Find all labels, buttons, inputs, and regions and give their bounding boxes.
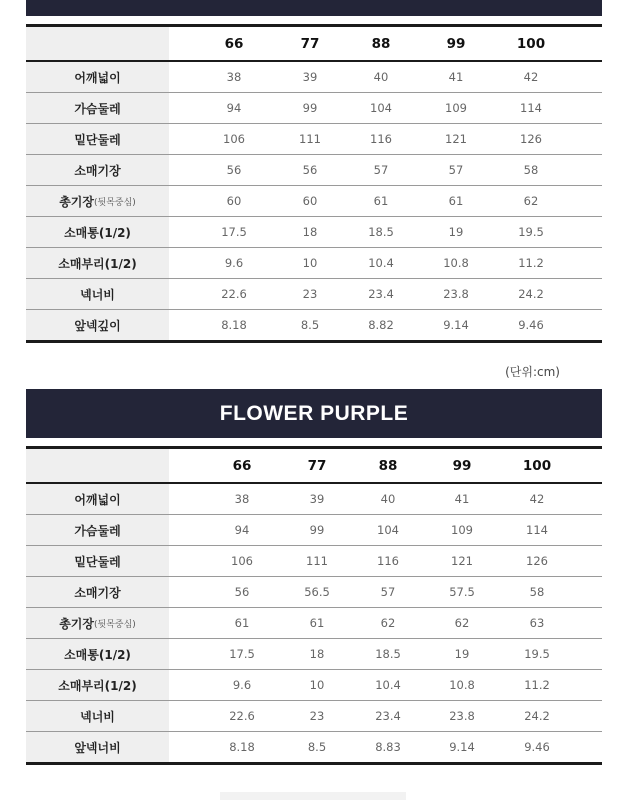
row-label	[26, 577, 169, 607]
value-cell: 17.5	[229, 647, 255, 661]
row-label-text: 소매부리(1/2)	[58, 678, 137, 693]
value-cell: 56	[226, 163, 242, 177]
size-label: 99	[446, 35, 466, 52]
size-label: 99	[452, 457, 472, 474]
value-cell: 8.18	[221, 318, 247, 332]
table-row	[26, 124, 602, 155]
row-label	[26, 279, 169, 309]
size-label: 77	[307, 457, 327, 474]
value-cell: 9.46	[524, 740, 550, 754]
value-cell: 104	[370, 101, 392, 115]
value-cell: 24.2	[518, 287, 544, 301]
value-cell: 9.6	[224, 256, 244, 270]
value-cell: 17.5	[221, 225, 247, 239]
value-cell: 10.8	[443, 256, 469, 270]
table-row	[26, 608, 602, 639]
row-label	[26, 701, 169, 731]
row-label-note: (뒷목중심)	[93, 619, 136, 630]
table-row	[26, 62, 602, 93]
value-cell: 61	[309, 616, 325, 630]
row-label	[26, 310, 169, 340]
value-cell: 58	[529, 585, 545, 599]
header-empty-cell	[26, 27, 169, 60]
table-row	[26, 732, 602, 765]
row-label-text: 가슴둘레	[74, 523, 121, 538]
value-cell: 56	[234, 585, 250, 599]
value-cell: 10.4	[375, 678, 401, 692]
value-cell: 57	[448, 163, 464, 177]
value-cell: 61	[448, 194, 464, 208]
value-cell: 10	[302, 256, 318, 270]
value-cell: 18.5	[375, 647, 401, 661]
table-row	[26, 577, 602, 608]
table-row	[26, 186, 602, 217]
row-label	[26, 186, 169, 216]
row-label-text: 소매기장	[74, 585, 121, 600]
row-label-text: 소매기장	[74, 163, 121, 178]
size-header-row	[26, 27, 602, 62]
value-cell: 24.2	[524, 709, 550, 723]
value-cell: 104	[377, 523, 399, 537]
value-cell: 61	[373, 194, 389, 208]
value-cell: 109	[445, 101, 467, 115]
row-label	[26, 670, 169, 700]
row-label-text: 밑단둘레	[74, 554, 121, 569]
value-cell: 99	[309, 523, 325, 537]
value-cell: 57	[380, 585, 396, 599]
row-label-text: 소매통(1/2)	[64, 225, 131, 240]
size-label: 66	[224, 35, 244, 52]
value-cell: 94	[226, 101, 242, 115]
value-cell: 106	[231, 554, 253, 568]
value-cell: 38	[234, 492, 250, 506]
value-cell: 8.5	[307, 740, 327, 754]
value-cell: 109	[451, 523, 473, 537]
row-label	[26, 124, 169, 154]
value-cell: 22.6	[229, 709, 255, 723]
row-label	[26, 515, 169, 545]
table-row	[26, 546, 602, 577]
value-cell: 56.5	[304, 585, 330, 599]
value-cell: 19	[448, 225, 464, 239]
value-cell: 19	[454, 647, 470, 661]
size-label: 100	[522, 457, 552, 474]
value-cell: 116	[377, 554, 399, 568]
row-label	[26, 639, 169, 669]
table-row	[26, 639, 602, 670]
value-cell: 9.14	[443, 318, 469, 332]
value-cell: 19.5	[524, 647, 550, 661]
value-cell: 22.6	[221, 287, 247, 301]
table-row	[26, 248, 602, 279]
row-label	[26, 732, 169, 762]
value-cell: 114	[526, 523, 548, 537]
size-label: 66	[232, 457, 252, 474]
value-cell: 60	[226, 194, 242, 208]
table-row	[26, 670, 602, 701]
value-cell: 114	[520, 101, 542, 115]
value-cell: 9.46	[518, 318, 544, 332]
table-title-bar	[26, 389, 602, 438]
value-cell: 41	[448, 70, 464, 84]
table-body	[26, 62, 602, 343]
size-table-1	[26, 24, 602, 343]
row-label-text: 넥너비	[80, 709, 115, 724]
row-label	[26, 484, 169, 514]
row-label	[26, 248, 169, 278]
size-label: 88	[371, 35, 391, 52]
row-label	[26, 546, 169, 576]
row-label-text: 소매통(1/2)	[64, 647, 131, 662]
value-cell: 60	[302, 194, 318, 208]
size-label: 100	[516, 35, 546, 52]
value-cell: 38	[226, 70, 242, 84]
value-cell: 8.83	[375, 740, 401, 754]
size-label: 77	[300, 35, 320, 52]
faint-footer-fragment	[220, 792, 406, 800]
value-cell: 11.2	[518, 256, 544, 270]
value-cell: 23	[302, 287, 318, 301]
value-cell: 19.5	[518, 225, 544, 239]
table-row	[26, 310, 602, 343]
value-cell: 121	[445, 132, 467, 146]
unit-note: (단위:cm)	[505, 365, 560, 379]
value-cell: 41	[454, 492, 470, 506]
value-cell: 18.5	[368, 225, 394, 239]
value-cell: 42	[523, 70, 539, 84]
value-cell: 99	[302, 101, 318, 115]
row-label	[26, 62, 169, 92]
value-cell: 9.14	[449, 740, 475, 754]
row-label-text: 소매부리(1/2)	[58, 256, 137, 271]
value-cell: 62	[454, 616, 470, 630]
value-cell: 63	[529, 616, 545, 630]
row-label-note: (뒷목중심)	[93, 197, 136, 208]
value-cell: 40	[373, 70, 389, 84]
value-cell: 39	[309, 492, 325, 506]
table-row	[26, 279, 602, 310]
value-cell: 56	[302, 163, 318, 177]
row-label	[26, 217, 169, 247]
value-cell: 42	[529, 492, 545, 506]
value-cell: 126	[526, 554, 548, 568]
size-table-2	[26, 446, 602, 765]
size-label: 88	[378, 457, 398, 474]
row-label-text: 총기장	[59, 616, 94, 631]
row-label-text: 가슴둘레	[74, 101, 121, 116]
row-label-text: 앞넥깊이	[74, 318, 121, 333]
value-cell: 8.82	[368, 318, 394, 332]
header-empty-cell	[26, 449, 169, 482]
row-label	[26, 93, 169, 123]
value-cell: 62	[523, 194, 539, 208]
value-cell: 18	[302, 225, 318, 239]
table-body	[26, 484, 602, 765]
row-label-text: 넥너비	[80, 287, 115, 302]
value-cell: 23.8	[443, 287, 469, 301]
value-cell: 10.8	[449, 678, 475, 692]
value-cell: 39	[302, 70, 318, 84]
row-label-text: 어깨넓이	[74, 492, 121, 507]
table-row	[26, 93, 602, 124]
value-cell: 57.5	[449, 585, 475, 599]
value-cell: 23.8	[449, 709, 475, 723]
value-cell: 18	[309, 647, 325, 661]
value-cell: 23.4	[375, 709, 401, 723]
value-cell: 40	[380, 492, 396, 506]
row-label-text: 총기장	[59, 194, 94, 209]
table-row	[26, 155, 602, 186]
table-row	[26, 701, 602, 732]
value-cell: 111	[306, 554, 328, 568]
value-cell: 106	[223, 132, 245, 146]
value-cell: 58	[523, 163, 539, 177]
value-cell: 23	[309, 709, 325, 723]
value-cell: 9.6	[232, 678, 252, 692]
value-cell: 57	[373, 163, 389, 177]
value-cell: 8.18	[229, 740, 255, 754]
row-label	[26, 155, 169, 185]
value-cell: 23.4	[368, 287, 394, 301]
value-cell: 62	[380, 616, 396, 630]
size-header-row	[26, 449, 602, 484]
value-cell: 10	[309, 678, 325, 692]
value-cell: 94	[234, 523, 250, 537]
value-cell: 111	[299, 132, 321, 146]
table-row	[26, 515, 602, 546]
value-cell: 10.4	[368, 256, 394, 270]
table-title: FLOWER PURPLE	[219, 401, 409, 425]
value-cell: 126	[520, 132, 542, 146]
value-cell: 121	[451, 554, 473, 568]
table-row	[26, 484, 602, 515]
top-title-bar-fragment	[26, 0, 602, 16]
value-cell: 11.2	[524, 678, 550, 692]
row-label-text: 앞넥너비	[74, 740, 121, 755]
row-label-text: 어깨넓이	[74, 70, 121, 85]
row-label	[26, 608, 169, 638]
value-cell: 61	[234, 616, 250, 630]
value-cell: 8.5	[300, 318, 320, 332]
row-label-text: 밑단둘레	[74, 132, 121, 147]
value-cell: 116	[370, 132, 392, 146]
table-row	[26, 217, 602, 248]
